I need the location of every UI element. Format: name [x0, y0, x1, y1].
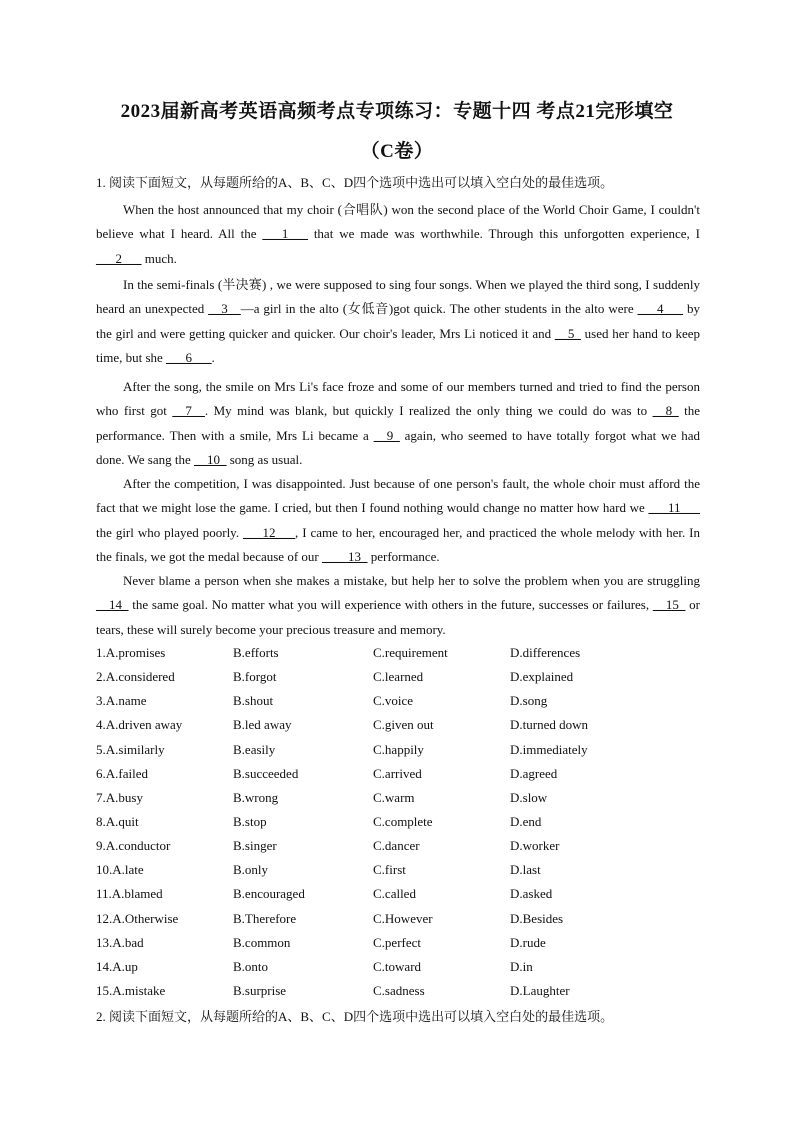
option-choice: D.worker — [510, 838, 560, 854]
option-choice: D.Besides — [510, 910, 564, 926]
answer-blank: __8_ — [652, 403, 679, 419]
option-row — [96, 931, 700, 955]
option-choice: C.first — [373, 862, 406, 878]
option-choice: B.surprise — [233, 982, 287, 998]
answer-blank: ___12___ — [243, 524, 296, 540]
option-choice: C.requirement — [373, 645, 448, 660]
answer-blank: ___1___ — [262, 226, 308, 242]
passage-paragraph-4 — [96, 472, 700, 569]
answer-blank: __14_ — [96, 597, 129, 613]
answer-blank: __9_ — [373, 427, 400, 443]
option-choice: D.turned down — [510, 717, 588, 733]
option-row — [96, 689, 700, 713]
option-choice: D.immediately — [510, 741, 588, 757]
option-choice: B.singer — [233, 838, 277, 854]
option-choice: 1.A.promises — [96, 645, 166, 660]
option-choice: C.learned — [373, 669, 424, 685]
answer-blank: __5_ — [554, 325, 581, 341]
passage-text: , I came to her, encouraged her, and practiced the whole melody with her. In the finals, we got the medal because of our — [96, 524, 700, 564]
option-choice: B.Therefore — [233, 910, 297, 926]
option-row — [96, 882, 700, 906]
passage-text: . — [211, 349, 215, 365]
passage-text: used her hand to keep time, but she — [96, 325, 700, 365]
option-choice: 15.A.mistake — [96, 982, 166, 998]
option-choice: 11.A.blamed — [96, 886, 163, 902]
option-choice: 4.A.driven away — [96, 717, 183, 733]
option-choice: D.differences — [510, 645, 581, 660]
option-choice: D.rude — [510, 934, 546, 950]
option-choice: B.efforts — [233, 645, 279, 660]
option-choice: D.slow — [510, 789, 548, 805]
passage-text: After the competition, I was disappointed. Just because of one person's fault, the whole choir must afford the fact that we might lose the game. I cried, but then I found nothing would change no matter how hard we — [96, 476, 700, 516]
passage-text: —a girl in the alto (女低音)got quick. The other students in the alto were — [240, 301, 638, 317]
option-row — [96, 713, 700, 737]
answer-blank: ___4___ — [637, 301, 684, 317]
option-choice: 3.A.name — [96, 693, 147, 709]
answer-blank: ___2___ — [96, 250, 142, 266]
option-choice: C.complete — [373, 813, 433, 829]
passage-text: by the girl and were getting quicker and quicker. Our choir's leader, Mrs Li noticed it and — [96, 301, 700, 341]
passage-text: the same goal. No matter what you will experience with others in the future, successes or failures, — [128, 597, 653, 613]
passage-paragraph-3 — [96, 375, 700, 472]
option-choice: 13.A.bad — [96, 934, 144, 950]
passage-paragraph-2 — [96, 273, 700, 370]
option-choice: D.asked — [510, 886, 553, 902]
option-choice: 12.A.Otherwise — [96, 910, 179, 926]
option-choice: 5.A.similarly — [96, 741, 165, 757]
option-choice: C.voice — [373, 693, 414, 709]
passage-text: Never blame a person when she makes a mistake, but help her to solve the problem when you are struggling — [123, 573, 700, 588]
option-choice: B.led away — [233, 717, 292, 733]
answer-blank: __3__ — [208, 301, 241, 317]
passage-text: the girl who played poorly. — [96, 524, 244, 540]
option-row — [96, 762, 700, 786]
option-choice: C.perfect — [373, 934, 422, 950]
option-choice: B.stop — [233, 813, 267, 829]
option-choice: 14.A.up — [96, 958, 138, 974]
option-choice: C.warm — [373, 789, 415, 805]
option-choice: 6.A.failed — [96, 765, 148, 781]
option-choice: 2.A.considered — [96, 669, 175, 685]
option-row — [96, 665, 700, 689]
option-choice: C.However — [373, 910, 433, 926]
page-title: 2023届新高考英语高频考点专项练习：专题十四 考点21完形填空 — [120, 101, 674, 122]
passage-text: performance. — [367, 548, 440, 564]
option-choice: B.shout — [233, 693, 274, 709]
passage-text: song as usual. — [226, 451, 303, 467]
passage-text: When the host announced that my choir (合唱队) won the second place of the World Choir Game, I couldn't believe what I heard. All the — [96, 202, 700, 242]
option-choice: D.song — [510, 693, 548, 709]
option-choice: 7.A.busy — [96, 789, 143, 805]
option-choice: D.Laughter — [510, 982, 570, 998]
passage-text: again, who seemed to have totally forgot what we had done. We sang the — [96, 427, 700, 467]
answer-blank: ____13_ — [321, 548, 368, 564]
passage-text: . My mind was blank, but quickly I realized the only thing we could do was to — [204, 403, 653, 419]
answer-blank: __7__ — [172, 403, 205, 419]
page-subtitle: （C卷） — [360, 141, 434, 162]
option-choice: 10.A.late — [96, 862, 144, 878]
option-choice: 9.A.conductor — [96, 838, 171, 854]
option-choice: D.explained — [510, 669, 574, 685]
option-row — [96, 834, 700, 858]
option-choice: B.succeeded — [233, 765, 299, 781]
option-choice: C.sadness — [373, 982, 425, 998]
option-choice: C.arrived — [373, 765, 422, 781]
option-choice: C.called — [373, 886, 416, 902]
option-choice: D.last — [510, 862, 541, 878]
answer-options-table — [96, 641, 700, 1003]
option-choice: D.end — [510, 813, 542, 829]
passage-text: that we made was worthwhile. Through this unforgotten experience, I — [307, 226, 700, 242]
option-row — [96, 907, 700, 931]
option-choice: D.agreed — [510, 765, 558, 781]
option-choice: C.happily — [373, 741, 424, 757]
passage-text: After the song, the smile on Mrs Li's face froze and some of our members turned and tried to find the person who first got — [96, 379, 700, 419]
passage-text: In the semi-finals (半决赛) , we were supposed to sing four songs. When we played the third song, I suddenly heard an unexpected — [96, 277, 700, 317]
question-2-instruction: 2. 阅读下面短文，从每题所给的A、B、C、D四个选项中选出可以填入空白处的最佳选项。 — [96, 1009, 614, 1024]
option-choice: B.onto — [233, 958, 269, 974]
option-row — [96, 738, 700, 762]
option-choice: B.forgot — [233, 669, 277, 685]
option-row — [96, 979, 700, 1003]
answer-blank: __10_ — [194, 451, 227, 467]
passage-text: the performance. Then with a smile, Mrs Li became a — [96, 403, 700, 443]
option-row — [96, 641, 700, 665]
option-choice: D.in — [510, 958, 533, 974]
option-row — [96, 810, 700, 834]
option-choice: C.given out — [373, 717, 434, 733]
option-choice: B.wrong — [233, 789, 279, 805]
passage-text: much. — [141, 250, 177, 266]
option-choice: C.dancer — [373, 838, 420, 854]
answer-blank: ___6___ — [166, 349, 212, 365]
option-choice: B.encouraged — [233, 886, 305, 902]
option-row — [96, 955, 700, 979]
option-choice: C.toward — [373, 958, 422, 974]
option-choice: B.common — [233, 934, 291, 950]
passage-text: or tears, these will surely become your precious treasure and memory. — [96, 597, 700, 637]
question-1-instruction: 1. 阅读下面短文，从每题所给的A、B、C、D四个选项中选出可以填入空白处的最佳选项。 — [96, 175, 614, 190]
passage-paragraph-1 — [96, 198, 700, 271]
option-choice: B.only — [233, 862, 269, 878]
passage-paragraph-5 — [96, 569, 700, 642]
answer-blank: __15_ — [652, 597, 686, 613]
option-row — [96, 858, 700, 882]
answer-blank: ___11___ — [648, 500, 700, 516]
option-choice: 8.A.quit — [96, 813, 139, 829]
option-choice: B.easily — [233, 741, 276, 757]
option-row — [96, 786, 700, 810]
